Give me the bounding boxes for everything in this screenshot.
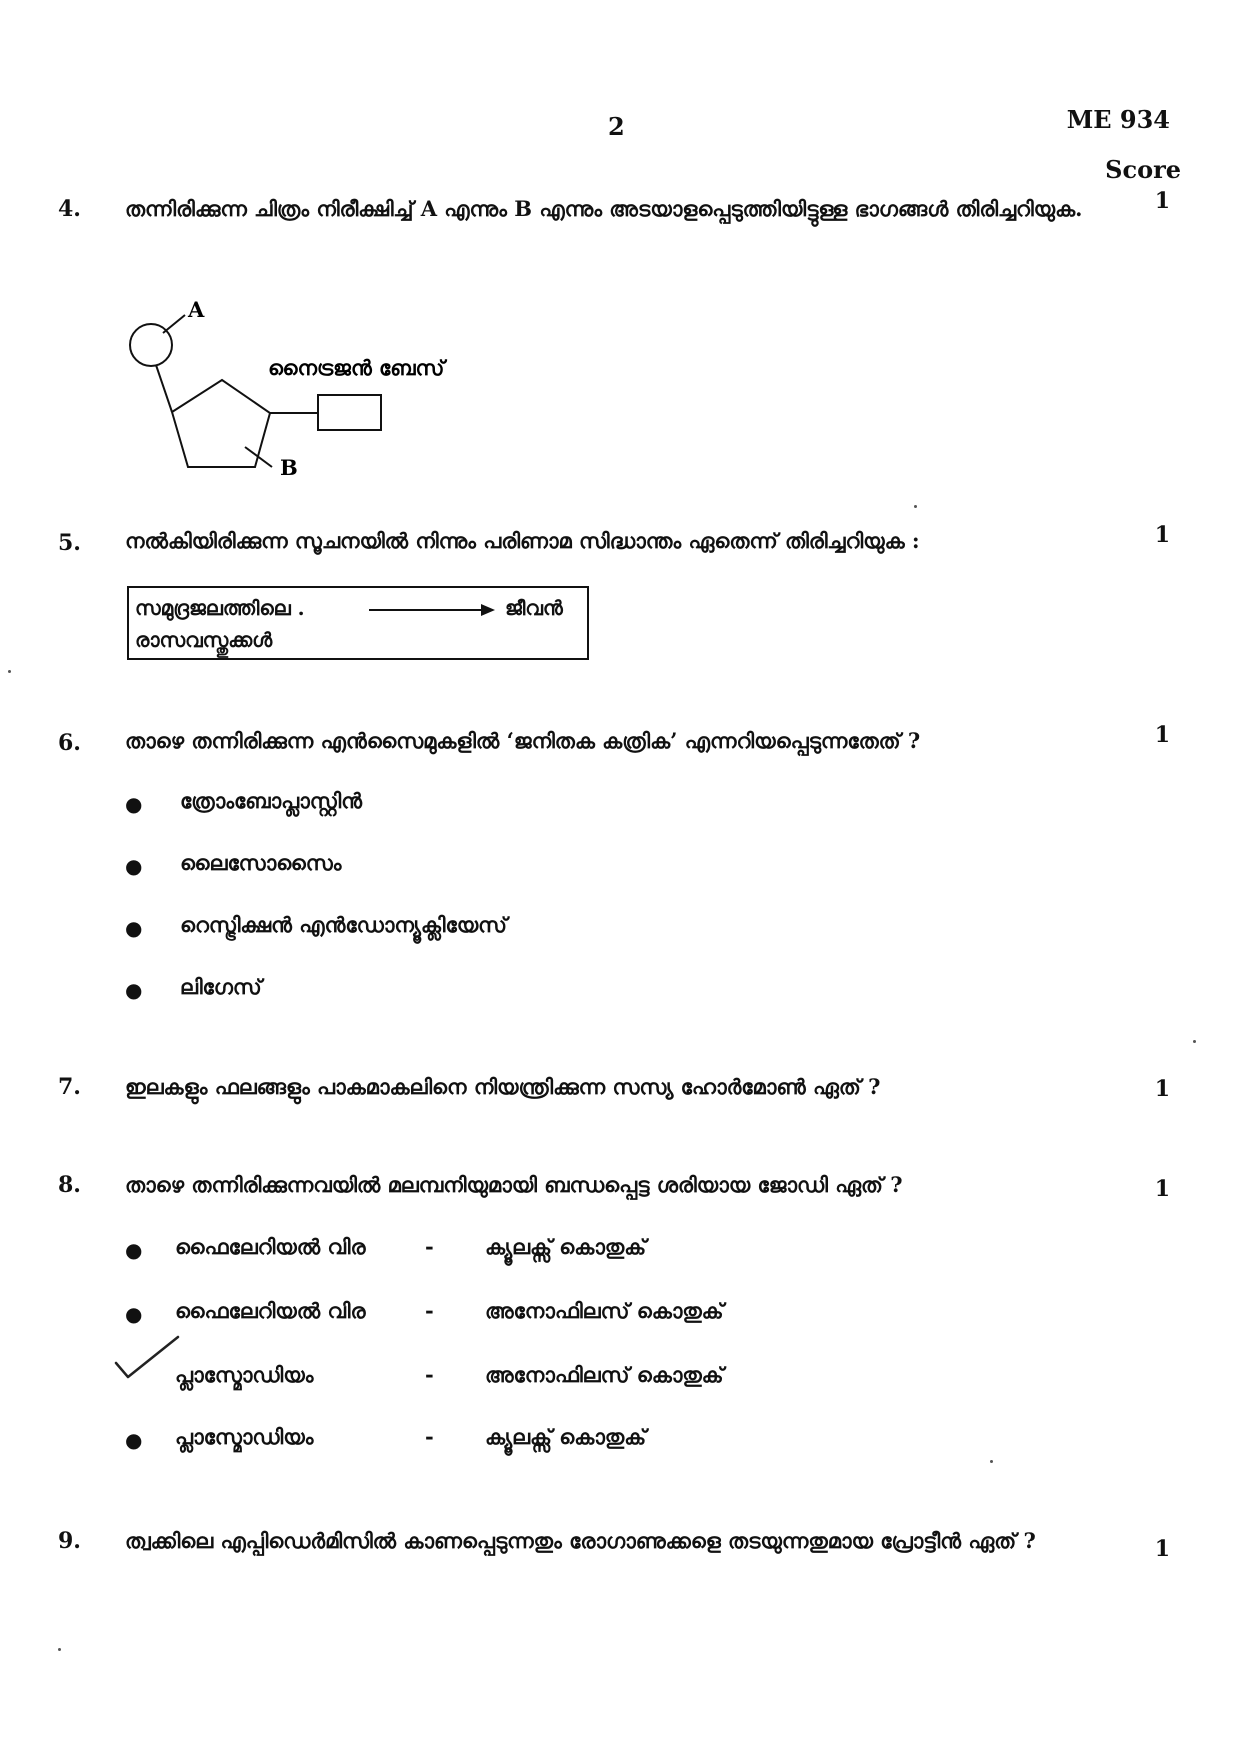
question-6-option-3: റെസ്ട്രിക്ഷൻ എൻഡോന്യൂക്ലിയേസ് <box>180 912 507 937</box>
scan-speck <box>58 1648 61 1651</box>
question-8-pair-2-separator: - <box>425 1298 434 1323</box>
label-a: A <box>188 297 205 322</box>
nitrogen-base-label: നൈട്രജൻ ബേസ് <box>268 355 445 380</box>
paper-code: ME 934 <box>1066 105 1170 134</box>
bullet-icon: ● <box>125 916 143 940</box>
question-5-number: 5. <box>58 530 81 556</box>
question-6-number: 6. <box>58 730 81 756</box>
question-8-number: 8. <box>58 1172 81 1198</box>
question-7-number: 7. <box>58 1074 81 1100</box>
question-8-text: താഴെ തന്നിരിക്കുന്നവയിൽ മലമ്പനിയുമായി ബന്ധപ്പെട്ട ശരിയായ ജോഡി ഏത് ? <box>125 1172 903 1197</box>
scan-speck <box>914 505 917 508</box>
question-8-pair-4-separator: - <box>425 1424 434 1449</box>
bullet-icon: ● <box>125 1302 143 1326</box>
question-4-text: തന്നിരിക്കുന്ന ചിത്രം നിരീക്ഷിച്ച് A എന്നും B എന്നും അടയാളപ്പെടുത്തിയിട്ടുള്ള ഭാഗങ്ങൾ തിരിച്ചറിയുക. <box>125 196 1083 221</box>
question-5-text: നൽകിയിരിക്കുന്ന സൂചനയിൽ നിന്നും പരിണാമ സിദ്ധാന്തം ഏതെന്ന് തിരിച്ചറിയുക : <box>125 528 920 553</box>
bullet-icon: ● <box>125 978 143 1002</box>
question-6-option-4: ലിഗേസ് <box>180 974 262 999</box>
label-a-pointer <box>163 315 185 333</box>
question-4-score: 1 <box>1154 188 1170 214</box>
right-arrow-icon <box>367 600 497 620</box>
question-8-pair-1-vector: ക്യൂലക്സ് കൊതുക് <box>485 1234 647 1259</box>
question-8-score: 1 <box>1154 1176 1170 1202</box>
page-number: 2 <box>608 112 625 141</box>
question-8-pair-3-separator: - <box>425 1362 434 1387</box>
flow-source-line-2: രാസവസ്തുക്കൾ <box>135 628 273 652</box>
question-7-score: 1 <box>1154 1076 1170 1102</box>
bullet-icon: ● <box>125 792 143 816</box>
scan-speck <box>1193 1040 1196 1043</box>
checkmark-icon <box>112 1333 182 1385</box>
flow-result: ജീവൻ <box>505 596 563 620</box>
question-9-number: 9. <box>58 1528 81 1554</box>
question-5-score: 1 <box>1154 522 1170 548</box>
question-7-text: ഇലകളും ഫലങ്ങളും പാകമാകലിനെ നിയന്ത്രിക്കുന്ന സസ്യ ഹോർമോൺ ഏത് ? <box>125 1074 881 1099</box>
question-8-pair-3-vector: അനോഫിലസ് കൊതുക് <box>485 1362 724 1387</box>
flow-source-line-1: സമുദ്രജലത്തിലെ . <box>135 596 305 620</box>
question-8-pair-4-vector: ക്യൂലക്സ് കൊതുക് <box>485 1424 647 1449</box>
question-8-pair-2-organism: ഫൈലേറിയൽ വിര <box>175 1298 366 1323</box>
label-b: B <box>280 455 298 480</box>
question-6-score: 1 <box>1154 722 1170 748</box>
question-9-text: ത്വക്കിലെ എപ്പിഡെർമിസിൽ കാണപ്പെടുന്നതും രോഗാണുക്കളെ തടയുന്നതുമായ പ്രോട്ടീൻ ഏത് ? <box>125 1528 1036 1553</box>
question-8-pair-4-organism: പ്ലാസ്മോഡിയം <box>175 1424 314 1449</box>
phosphate-bond <box>156 365 172 412</box>
question-9-score: 1 <box>1154 1536 1170 1562</box>
label-b-pointer <box>245 447 272 467</box>
score-column-label: Score <box>1105 155 1181 184</box>
bullet-icon: ● <box>125 854 143 878</box>
bullet-icon: ● <box>125 1428 143 1452</box>
question-4-number: 4. <box>58 196 81 222</box>
nitrogen-base-box <box>318 395 381 430</box>
flow-source <box>135 592 305 656</box>
question-8-pair-1-separator: - <box>425 1234 434 1259</box>
question-6-text: താഴെ തന്നിരിക്കുന്ന എൻസൈമുകളിൽ ‘ജനിതക കത്രിക’ എന്നറിയപ്പെടുന്നതേത് ? <box>125 728 921 753</box>
question-6-option-1: ത്രോംബോപ്ലാസ്റ്റിൻ <box>180 788 363 813</box>
scan-speck <box>990 1460 993 1463</box>
nucleotide-diagram <box>120 295 520 495</box>
evolution-flow-box <box>127 586 589 660</box>
question-6-option-2: ലൈസോസൈം <box>180 850 342 875</box>
question-8-pair-1-organism: ഫൈലേറിയൽ വിര <box>175 1234 366 1259</box>
scan-speck <box>8 670 11 673</box>
question-8-pair-3-organism: പ്ലാസ്മോഡിയം <box>175 1362 314 1387</box>
bullet-icon: ● <box>125 1238 143 1262</box>
question-8-pair-2-vector: അനോഫിലസ് കൊതുക് <box>485 1298 724 1323</box>
